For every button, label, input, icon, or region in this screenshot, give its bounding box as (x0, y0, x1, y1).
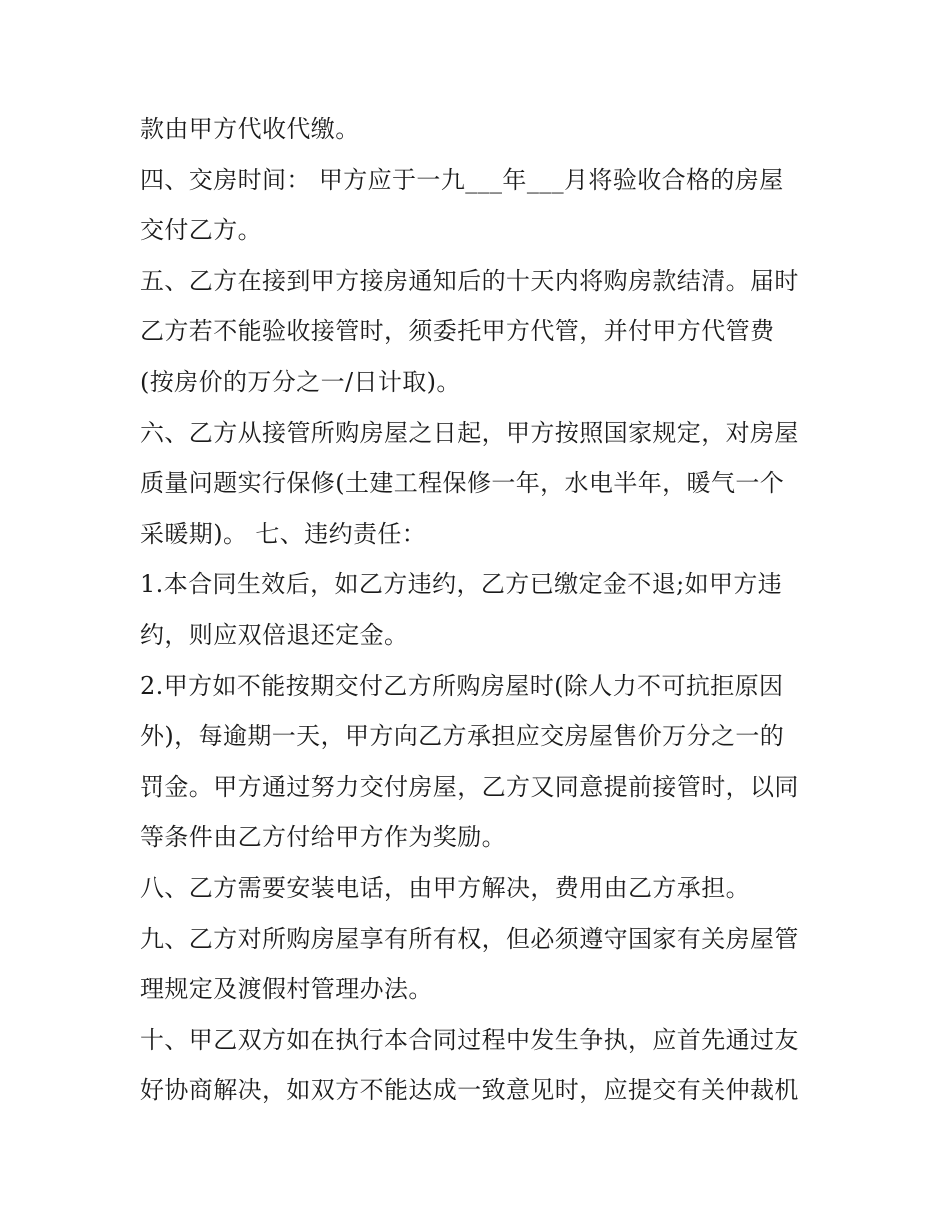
text-line: 六、乙方从接管所购房屋之日起，甲方按照国家规定，对房屋 (140, 418, 799, 447)
text-line: 质量问题实行保修(土建工程保修一年，水电半年，暖气一个 (140, 469, 785, 498)
text-line: 等条件由乙方付给甲方作为奖励。 (140, 823, 506, 852)
text-line: 八、乙方需要安装电话，由甲方解决，费用由乙方承担。 (140, 873, 750, 902)
text-line: 约，则应双倍退还定金。 (140, 620, 409, 649)
text-line: (按房价的万分之一/日计取)。 (140, 367, 461, 396)
text-line: 2.甲方如不能按期交付乙方所购房屋时(除人力不可抗拒原因 (140, 671, 784, 700)
text-line: 乙方若不能验收接管时，须委托甲方代管，并付甲方代管费 (140, 317, 775, 346)
contract-body-text (140, 104, 830, 1116)
text-line: 罚金。甲方通过努力交付房屋，乙方又同意提前接管时，以同 (140, 772, 799, 801)
text-line: 交付乙方。 (140, 216, 262, 245)
text-line: 外)，每逾期一天，甲方向乙方承担应交房屋售价万分之一的 (140, 722, 785, 751)
text-line: 采暖期)。 七、违约责任： (140, 519, 427, 548)
text-line: 款由甲方代收代缴。 (140, 115, 360, 143)
text-line: 四、交房时间： 甲方应于一九___年___月将验收合格的房屋 (140, 165, 784, 194)
text-line: 五、乙方在接到甲方接房通知后的十天内将购房款结清。届时 (140, 266, 799, 295)
text-line: 十、甲乙双方如在执行本合同过程中发生争执，应首先通过友 (140, 1025, 799, 1054)
text-line: 九、乙方对所购房屋享有所有权，但必须遵守国家有关房屋管 (140, 924, 799, 953)
text-line: 理规定及渡假村管理办法。 (140, 975, 433, 1004)
text-line: 1.本合同生效后，如乙方违约，乙方已缴定金不退;如甲方违 (140, 570, 783, 599)
text-line: 好协商解决，如双方不能达成一致意见时，应提交有关仲裁机 (140, 1076, 799, 1105)
